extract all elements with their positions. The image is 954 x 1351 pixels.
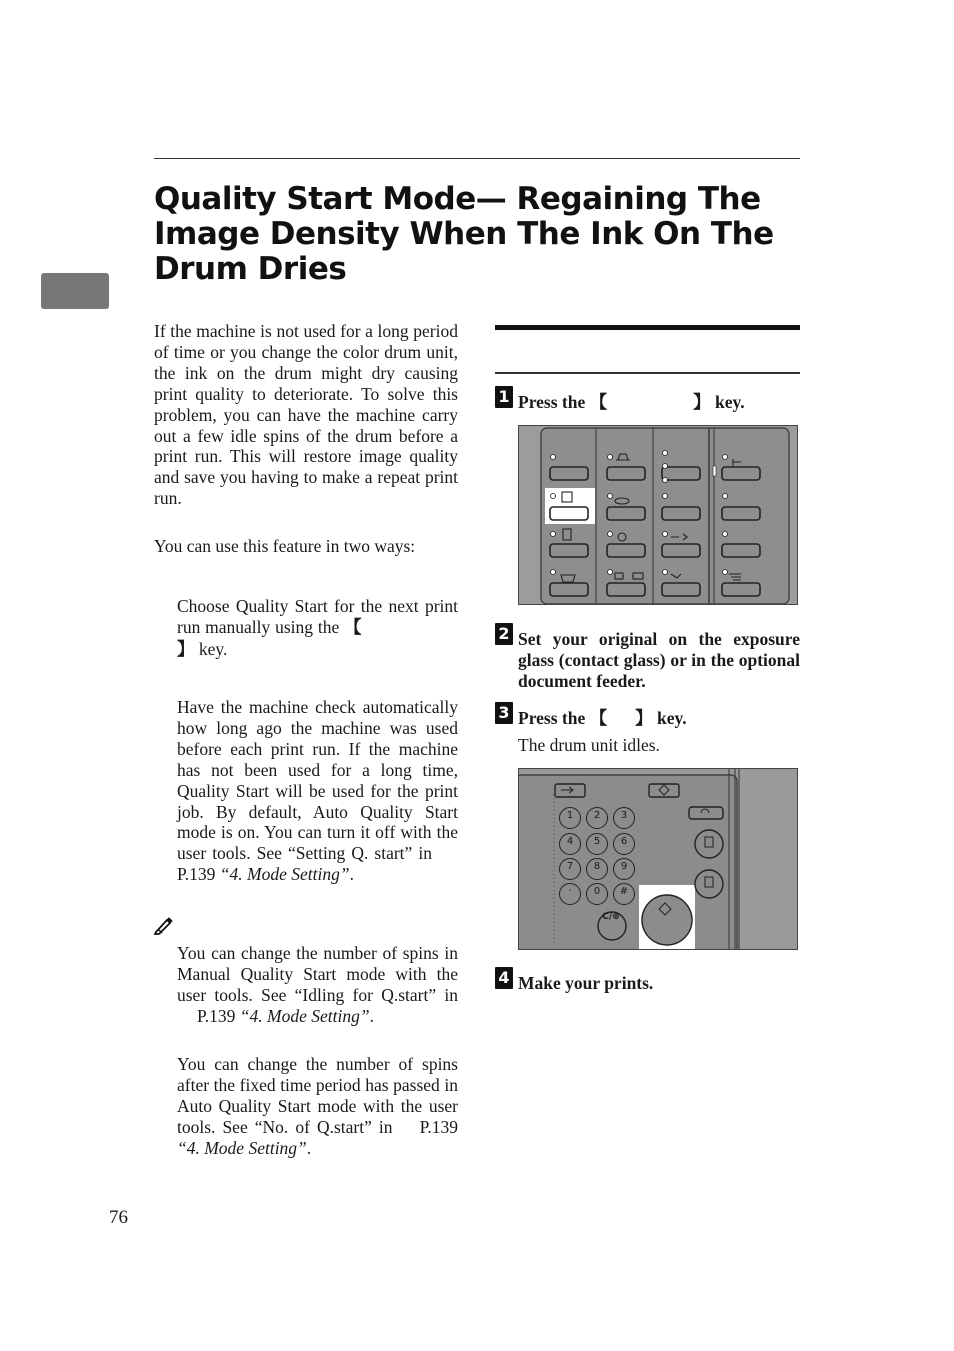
clear-stop-key-label: C/⊗ — [602, 912, 620, 922]
chapter-tab — [41, 273, 109, 309]
auto-ref-title: “4. Mode Setting” — [219, 864, 350, 885]
key-hash[interactable]: # — [613, 883, 635, 905]
key-5[interactable]: 5 — [586, 833, 608, 855]
auto-description: Have the machine check automatically how long ago the machine was used before each print run. If the machine has not been used for a long time, Quality Start will be used for the print job. By default, Auto Quality Start mode is on. You can turn it off with the user tools. See “Setting Q. start” in P.139 “4. Mode Setting”. — [177, 697, 458, 885]
key-8[interactable]: 8 — [586, 858, 608, 880]
auto-ref-page: P.139 — [177, 864, 216, 885]
step-4: Make your prints. — [518, 973, 654, 993]
key-dot[interactable]: · — [559, 883, 581, 905]
step-number-1: 1 — [495, 386, 513, 408]
page-title: Quality Start Mode— Regaining The Image Density When The Ink On The Drum Dries — [154, 181, 774, 287]
key-3[interactable]: 3 — [613, 807, 635, 829]
key-1[interactable]: 1 — [559, 807, 581, 829]
section-rule — [495, 372, 800, 374]
page-number: 76 — [109, 1207, 128, 1228]
keypad-digits — [557, 805, 627, 927]
step-3-result: The drum unit idles. — [518, 735, 660, 755]
pencil-note-icon — [154, 917, 174, 935]
key-2[interactable]: 2 — [586, 807, 608, 829]
note-1: You can change the number of spins in Manual Quality Start mode with the user tools. See “Idling for Q.start” in P.139 “4. Mode Setting”. — [177, 943, 458, 1026]
manual-description: Choose Quality Start for the next print run manually using the 【】 key. — [177, 596, 458, 660]
section-bar — [495, 325, 800, 330]
step-1: Press the 【 】 key. — [518, 392, 745, 413]
key-7[interactable]: 7 — [559, 858, 581, 880]
key-0[interactable]: 0 — [586, 883, 608, 905]
key-9[interactable]: 9 — [613, 858, 635, 880]
key-4[interactable]: 4 — [559, 833, 581, 855]
control-panel-illustration — [518, 425, 798, 605]
key-6[interactable]: 6 — [613, 833, 635, 855]
intro-paragraph: If the machine is not used for a long period of time or you change the color drum unit, the ink on the drum might dry causing print quality to deteriorate. To solve this problem, you can have the machine carry out a few idle spins of the drum before a print run. This will restore image quality and save you having to make a repeat print run. — [154, 321, 458, 509]
step-number-3: 3 — [495, 702, 513, 724]
ways-paragraph: You can use this feature in two ways: — [154, 536, 416, 556]
step-2: Set your original on the exposure glass (contact glass) or in the optional document feeder. — [518, 629, 800, 691]
top-rule — [154, 158, 800, 159]
step-3: Press the 【 】 key. — [518, 708, 687, 729]
step-number-4: 4 — [495, 967, 513, 989]
note-2: You can change the number of spins after the fixed time period has passed in Auto Quality Start mode with the user tools. See “No. of Q.start” in P.139 “4. Mode Setting”. — [177, 1054, 458, 1158]
step-number-2: 2 — [495, 623, 513, 645]
